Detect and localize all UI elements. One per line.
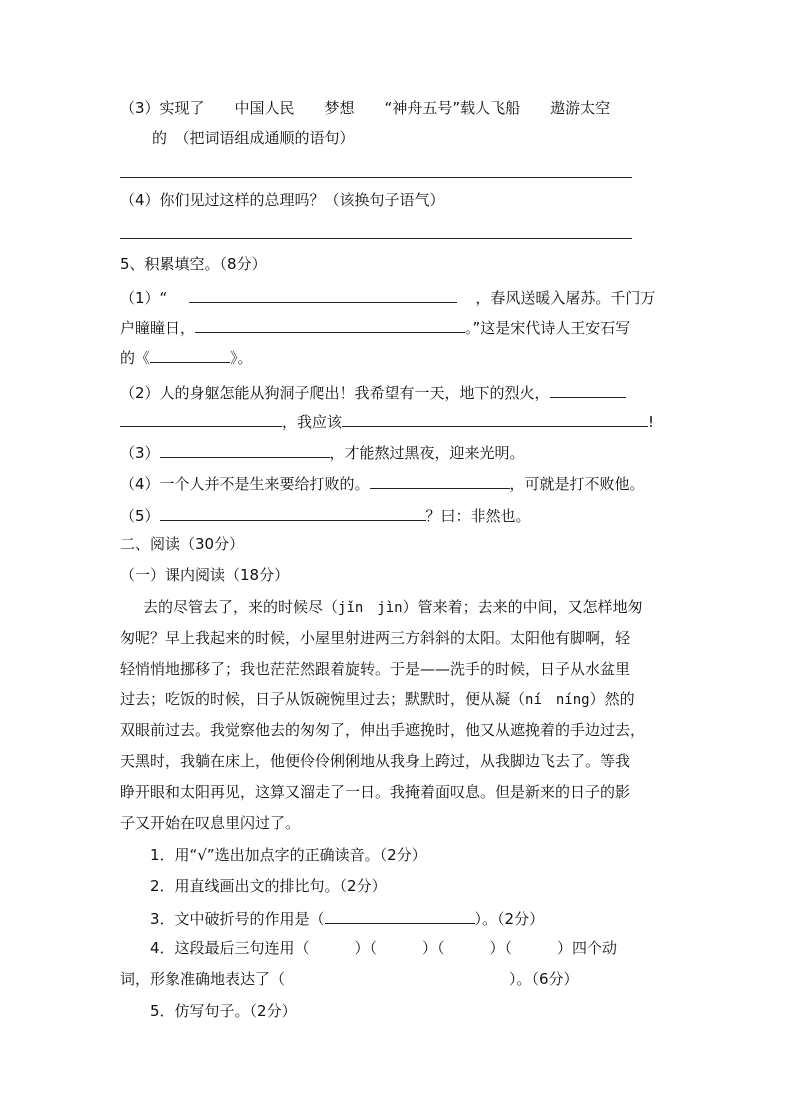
fill-blank[interactable]	[195, 316, 465, 333]
q5-line3	[120, 346, 253, 368]
q5-l6-text-b: ，才能熬过黑夜，迎来光明。	[329, 444, 525, 462]
question-4-line1: 4．这段最后三句连用（ ）（ ）（ ）（ ）四个动	[150, 939, 618, 957]
fill-blank[interactable]	[160, 441, 330, 458]
q4-item3-line2: 的 （把词语组成通顺的语句）	[152, 129, 355, 147]
reading-section-title: 二、阅读（30分）	[120, 535, 245, 553]
passage-line-7: 睁开眼和太阳再见，这算又溜走了一日。我掩着面叹息。但是新来的日子的影	[120, 783, 631, 801]
pinyin-options: ní níng	[525, 692, 590, 708]
q5-l3-text-a: 的《	[120, 349, 151, 367]
question-4-text: 词，形象准确地表达了（	[120, 970, 286, 988]
q5-l5-text-b: !	[648, 413, 655, 431]
question-3	[150, 907, 544, 929]
q5-l1-text-a: （1）“	[120, 289, 168, 307]
fill-blank[interactable]	[370, 472, 510, 489]
fill-blank[interactable]	[150, 346, 230, 363]
passage-line-5: 双眼前过去。我觉察他去的匆匆了，伸出手遮挽时，他又从遮挽着的手边过去，	[120, 721, 646, 739]
q5-l8-text-a: （5）	[120, 507, 160, 525]
passage-line-1	[143, 597, 643, 618]
pinyin-options: jǐn jìn	[338, 600, 403, 616]
question-1: 1．用“√”选出加点字的正确读音。（2分）	[150, 846, 427, 864]
passage-line-6: 天黑时，我躺在床上，他便伶伶俐俐地从我身上跨过，从我脚边飞去了。等我	[120, 752, 631, 770]
question-5: 5．仿写句子。（2分）	[150, 1002, 297, 1020]
answer-line-item4[interactable]	[120, 238, 632, 239]
q5-l6-text-a: （3）	[120, 444, 160, 462]
q5-l8-text-b: ？曰：非然也。	[425, 507, 531, 525]
q4-item4: （4）你们见过这样的总理吗？（该换句子语气）	[120, 191, 445, 209]
q5-l7-text-b: ，可就是打不败他。	[509, 475, 645, 493]
question-3-text: ）。（2分）	[474, 910, 545, 928]
fill-blank[interactable]	[160, 504, 426, 521]
q5-l4-text-a: （2）人的身躯怎能从狗洞子爬出！我希望有一天，地下的烈火，	[120, 384, 550, 402]
fill-blank[interactable]	[120, 410, 282, 427]
reading-subsection-title: （一）课内阅读（18分）	[120, 566, 290, 584]
passage-text: ）管来着；去来的中间，又怎样地匆	[402, 598, 643, 616]
q5-line5	[120, 410, 654, 432]
q5-l2-text-a: 户瞳瞳日，	[120, 319, 196, 337]
fill-blank[interactable]	[342, 410, 648, 427]
q5-line4	[120, 381, 626, 403]
passage-line-2: 匆呢？早上我起来的时候，小屋里射进两三方斜斜的太阳。太阳他有脚啊，轻	[120, 629, 631, 647]
q5-l5-text-a: ，我应该	[282, 413, 343, 431]
q5-title: 5、积累填空。（8分）	[120, 255, 267, 273]
fill-blank[interactable]	[189, 286, 457, 303]
question-3-text: 3．文中破折号的作用是（	[150, 910, 325, 928]
q5-l2-text-b: 。”这是宋代诗人王安石写	[465, 319, 631, 337]
passage-line-8: 子又开始在叹息里闪过了。	[120, 814, 301, 832]
answer-blank[interactable]	[325, 907, 475, 924]
passage-line-3: 轻悄悄地挪移了；我也茫茫然跟着旋转。于是——洗手的时候，日子从水盆里	[120, 660, 631, 678]
q5-l3-text-b: 》。	[230, 349, 253, 367]
q5-l1-text-b: ，春风送暖入屠苏。千门万	[475, 289, 656, 307]
q5-line1	[120, 286, 655, 308]
q5-l7-text-a: （4）一个人并不是生来要给打败的。	[120, 475, 370, 493]
q5-line7	[120, 472, 645, 494]
passage-text: 去的尽管去了，来的时候尽（	[143, 598, 339, 616]
question-4-line2	[120, 969, 579, 989]
q4-item3-line1: （3）实现了 中国人民 梦想 “神舟五号”载人飞船 遨游太空	[120, 99, 611, 117]
q5-line6	[120, 441, 525, 463]
passage-line-4	[120, 689, 635, 710]
question-4-text: ）。（6分）	[509, 970, 579, 988]
q5-line8	[120, 504, 531, 526]
passage-text: ）然的	[589, 690, 635, 708]
question-2: 2．用直线画出文的排比句。（2分）	[150, 877, 387, 895]
answer-line-item3[interactable]	[120, 177, 632, 178]
fill-blank[interactable]	[550, 381, 626, 398]
q5-line2	[120, 316, 630, 338]
passage-text: 过去；吃饭的时候，日子从饭碗惋里过去；默默时，便从凝（	[120, 690, 526, 708]
